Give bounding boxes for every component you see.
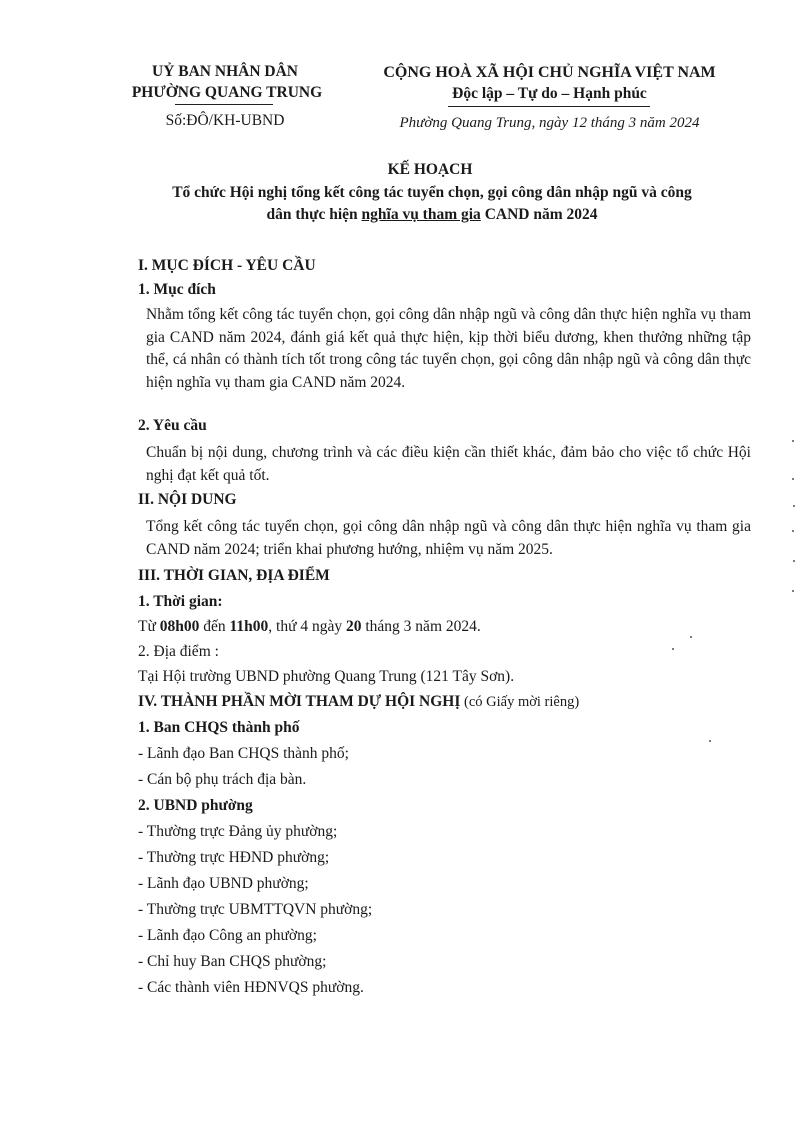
location-text: Tại Hội trường UBND phường Quang Trung (121 Tây Sơn). [138, 668, 515, 685]
agency-name-line1: UỶ BAN NHÂN DÂN [152, 63, 298, 80]
scan-speck [792, 478, 794, 480]
content-text: Tổng kết công tác tuyển chọn, gọi công dân nhập ngũ và công dân thực hiện nghĩa vụ tham gia CAND năm 2024; triển khai phương hướng, nhiệm vụ năm 2025. [146, 518, 751, 558]
section-2-heading: II. NỘI DUNG [138, 491, 237, 508]
list-item: - Lãnh đạo Công an phường; [138, 927, 317, 944]
section-3-2-heading: 2. Địa điểm : [138, 643, 219, 660]
section-1-heading: I. MỤC ĐÍCH - YÊU CẦU [138, 257, 316, 274]
agency-name-line2: PHƯỜNG QUANG TRUNG [131, 84, 323, 101]
document-subject-line1: Tổ chức Hội nghị tổng kết công tác tuyển chọn, gọi công dân nhập ngũ và công [172, 184, 692, 201]
document-type-title: KẾ HOẠCH [387, 161, 473, 178]
scan-speck [793, 505, 795, 507]
list-item: - Thường trực UBMTTQVN phường; [138, 901, 373, 918]
section-4-2-heading: 2. UBND phường [138, 797, 253, 814]
scan-speck [709, 740, 711, 742]
section-1-1-paragraph [118, 304, 751, 394]
requirement-text: Chuẩn bị nội dung, chương trình và các điều kiện cần thiết khác, đảm bảo cho việc tổ chức Hội nghị đạt kết quả tốt. [146, 444, 751, 484]
list-item: - Các thành viên HĐNVQS phường. [138, 979, 364, 996]
list-item: - Chỉ huy Ban CHQS phường; [138, 953, 327, 970]
list-item: - Thường trực Đảng ủy phường; [138, 823, 338, 840]
scan-speck [793, 560, 795, 562]
subject-line2-end: CAND năm 2024 [480, 206, 598, 223]
section-1-2-paragraph [118, 442, 751, 487]
time-separator: đến [199, 618, 230, 635]
subject-line2-underlined: nghĩa vụ tham gia [361, 206, 481, 223]
place-and-date: Phường Quang Trung, ngày 12 tháng 3 năm 2024 [399, 115, 700, 131]
section-4-note: (có Giấy mời riêng) [460, 694, 580, 710]
scan-speck [672, 648, 674, 650]
national-title: CỘNG HOÀ XÃ HỘI CHỦ NGHĨA VIỆT NAM [383, 64, 716, 81]
time-prefix: Từ [138, 618, 160, 635]
section-1-1-heading: 1. Mục đích [138, 281, 216, 298]
section-3-heading: III. THỜI GIAN, ĐỊA ĐIỂM [138, 567, 330, 584]
section-2-paragraph [118, 516, 751, 561]
time-line [138, 618, 481, 636]
section-4-heading: IV. THÀNH PHẦN MỜI THAM DỰ HỘI NGHỊ [138, 693, 461, 710]
motto-underline [448, 106, 650, 107]
scan-speck [792, 440, 794, 442]
subject-line2-start: dân thực hiện [266, 206, 362, 223]
list-item: - Cán bộ phụ trách địa bàn. [138, 771, 307, 788]
document-subject-line2 [96, 206, 768, 224]
purpose-text: Nhằm tổng kết công tác tuyển chọn, gọi công dân nhập ngũ và công dân thực hiện nghĩa vụ tham gia CAND năm 2024, đánh giá kết quả thực hiện, kịp thời biểu dương, khen thưởng những tập thể, cá nhân có thành tích tốt trong công tác tuyển chọn, gọi công dân nhập ngũ và công dân thực hiện nghĩa vụ tham gia CAND năm 2024. [146, 306, 751, 391]
list-item: - Thường trực HĐND phường; [138, 849, 330, 866]
section-3-1-heading: 1. Thời gian: [138, 593, 223, 610]
scan-speck [792, 590, 794, 592]
list-item: - Lãnh đạo Ban CHQS thành phố; [138, 745, 349, 762]
start-time: 08h00 [159, 618, 200, 635]
section-4-1-heading: 1. Ban CHQS thành phố [138, 719, 300, 736]
document-number: Số:ĐÔ/KH-UBND [165, 112, 285, 129]
month-year-text: tháng 3 năm 2024. [361, 618, 481, 635]
weekday-text: , thứ 4 ngày [268, 618, 346, 635]
agency-underline [175, 104, 273, 105]
section-1-2-heading: 2. Yêu cầu [138, 417, 207, 434]
section-4-heading-line [138, 693, 579, 711]
scan-speck [792, 530, 794, 532]
scan-speck [690, 636, 692, 638]
day-number: 20 [346, 618, 362, 635]
national-motto: Độc lập – Tự do – Hạnh phúc [452, 85, 647, 102]
list-item: - Lãnh đạo UBND phường; [138, 875, 309, 892]
end-time: 11h00 [229, 618, 269, 635]
